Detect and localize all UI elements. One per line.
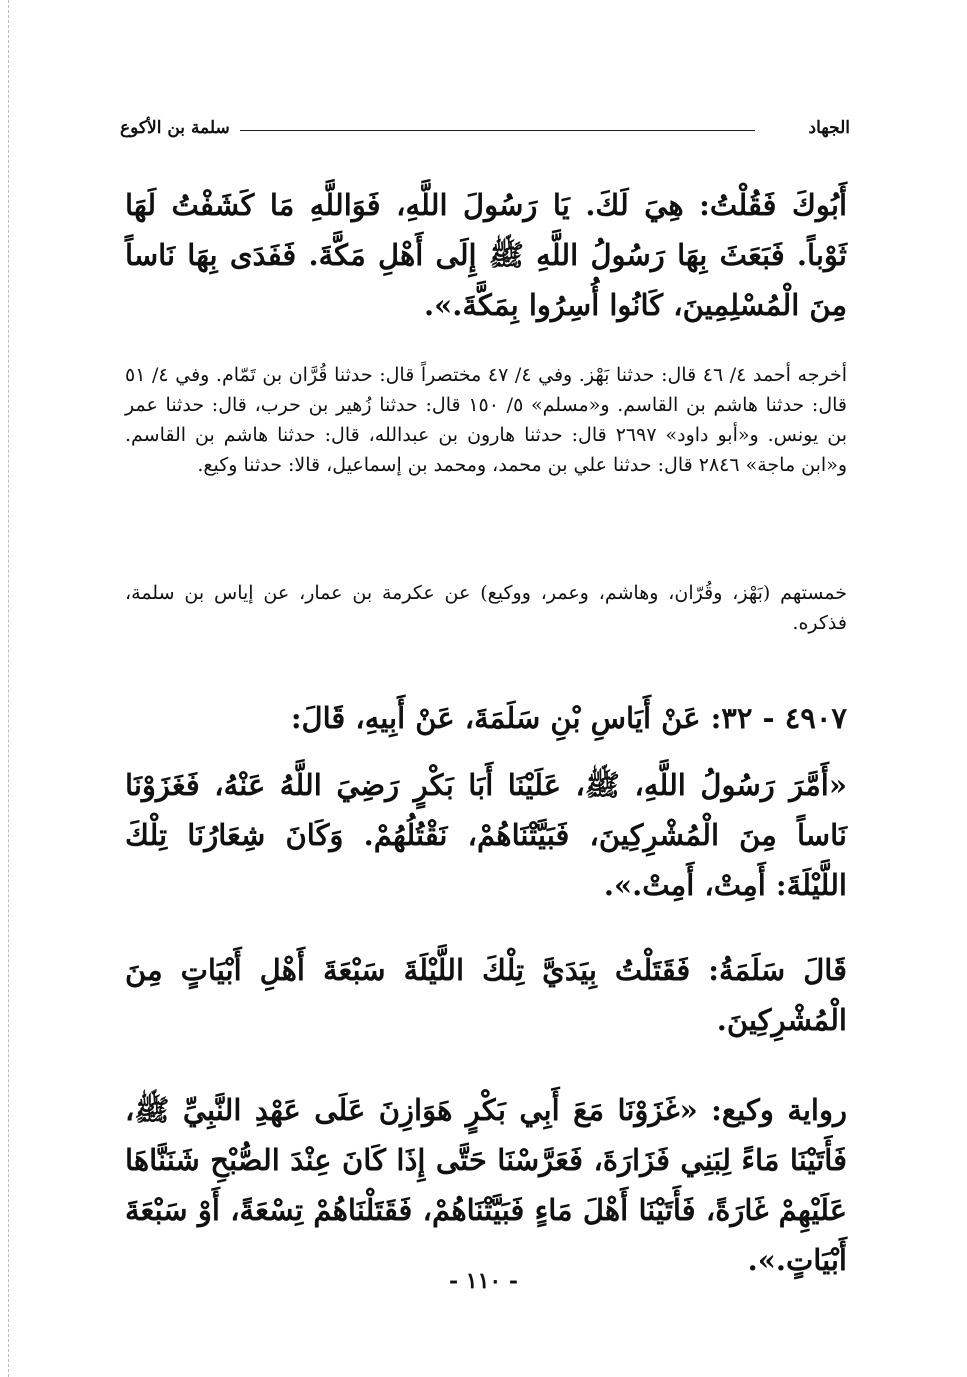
chain-summary — [125, 578, 847, 638]
hadith-heading — [125, 693, 847, 743]
page-number: - ١١٠ - — [448, 1268, 519, 1294]
chain-summary-text: خمستهم (بَهْز، وقُرّان، وهاشم، وعمر، ووكيع) عن عكرمة بن عمار، عن إياس بن سلمة، فذكره. — [125, 582, 847, 634]
narrator-title: سلمة بن الأكوع — [120, 118, 230, 138]
wakee-narration-text: رواية وكيع: «غَزَوْنَا مَعَ أَبِي بَكْرٍ هَوَازِنَ عَلَى عَهْدِ النَّبِيِّ ﷺ، فَأَتَيْنَا مَاءً لِبَنِي فَزَارَةَ، فَعَرَّسْنَا حَتَّى إِذَا كَانَ عِنْدَ الصُّبْحِ شَنَنَّاهَا عَلَيْهِمْ غَارَةً، فَأَتَيْنَا أَهْلَ مَاءٍ فَبَيَّتْنَاهُمْ، فَقَتَلْنَاهُمْ تِسْعَةً، أَوْ سَبْعَةَ أَبْيَاتٍ.». — [125, 1093, 847, 1277]
salama-statement-text: قَالَ سَلَمَةُ: فَقَتَلْتُ بِيَدَيَّ تِلْكَ اللَّيْلَةَ سَبْعَةَ أَهْلِ أَبْيَاتٍ مِنَ الْمُشْرِكِينَ. — [125, 953, 847, 1037]
running-header — [120, 118, 850, 148]
hadith-continuation-text: أَبُوكَ فَقُلْتُ: هِيَ لَكَ. يَا رَسُولَ اللَّهِ، فَوَاللَّهِ مَا كَشَفْتُ لَهَا ثَوْباً. فَبَعَثَ بِهَا رَسُولُ اللَّهِ ﷺ إِلَى أَهْلِ مَكَّةَ. فَفَدَى بِهَا نَاساً مِنَ الْمُسْلِمِينَ، كَانُوا أُسِرُوا بِمَكَّةَ.». — [125, 188, 847, 322]
hadith-body-text: «أَمَّرَ رَسُولُ اللَّهِ، ﷺ، عَلَيْنَا أَبَا بَكْرٍ رَضِيَ اللَّهُ عَنْهُ، فَغَزَوْنَا نَاساً مِنَ الْمُشْرِكِينَ، فَبَيَّتْنَاهُمْ، نَقْتُلُهُمْ. وَكَانَ شِعَارُنَا تِلْكَ اللَّيْلَةَ: أَمِتْ، أَمِتْ.». — [125, 768, 847, 902]
scan-edge-line — [8, 0, 11, 1377]
hadith-heading-text: ٤٩٠٧ - ٣٢: عَنْ أَيَاسِ بْنِ سَلَمَةَ، عَنْ أَبِيهِ، قَالَ: — [290, 701, 847, 735]
header-rule — [240, 130, 755, 131]
hadith-body — [125, 760, 847, 910]
takhrij-note-text: أخرجه أحمد ٤/ ٤٦ قال: حدثنا بَهْز. وفي ٤/ ٤٧ مختصراً قال: حدثنا قُرَّان بن تَمّام. وفي ٤/ ٥١ قال: حدثنا هاشم بن القاسم. و«مسلم» ٥/ ١٥٠ قال: حدثنا زُهير بن حرب، قال: حدثنا عمر بن يونس. و«أبو داود» ٢٦٩٧ قال: حدثنا هارون بن عبدالله، قال: حدثنا هاشم بن القاسم. و«ابن ماجة» ٢٨٤٦ قال: حدثنا علي بن محمد، ومحمد بن إسماعيل، قالا: حدثنا وكيع. — [125, 364, 848, 476]
chapter-title: الجهاد — [808, 118, 850, 138]
hadith-continuation — [125, 180, 847, 330]
takhrij-note — [125, 360, 847, 480]
salama-statement — [125, 945, 847, 1045]
wakee-narration — [125, 1085, 847, 1285]
